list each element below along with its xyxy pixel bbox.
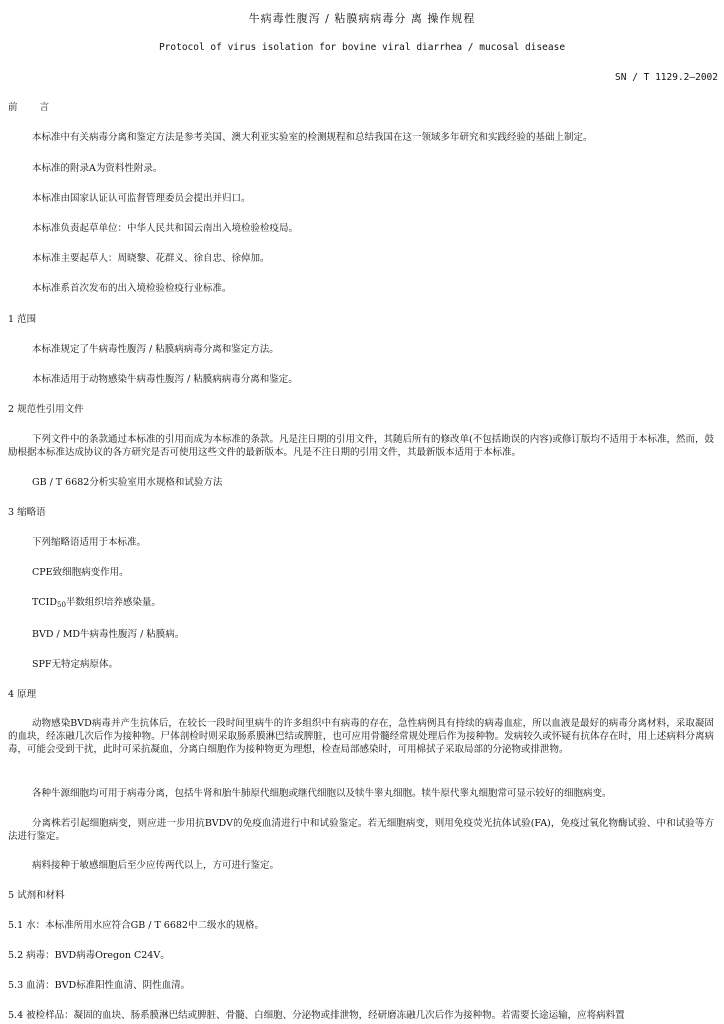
section-2-heading: 2 规范性引用文件 [8, 404, 84, 415]
preface-paragraph: 本标准的附录A为资料性附录。 [32, 163, 163, 174]
section-5-item: 5.2 病毒：BVD病毒Oregon C24V。 [8, 950, 170, 961]
section-4-heading: 4 原理 [8, 689, 37, 700]
section-4-paragraph: 动物感染BVD病毒并产生抗体后，在较长一段时间里病牛的许多组织中有病毒的存在，急性病例具有持续的病毒血症，所以血液是最好的病毒分离材料，采取凝固的血块，经冻融几次后作为接种物。尸体剖检时则采取肠系膜淋巴结或脾脏，也可应用骨髓经常规处理后作为接种物。发病较久或怀疑有抗体存在时，用上述病料分离病毒，可能会受到干扰，此时可采抗凝血，分离白细胞作为接种物更为理想，检查局部感染时，可用棉拭子采取局部的分泌物或排泄物。 [8, 718, 714, 755]
section-3-intro: 下列缩略语适用于本标准。 [32, 537, 147, 548]
section-5-heading: 5 试剂和材料 [8, 890, 65, 901]
tcid-suffix: 半数组织培养感染量。 [65, 597, 161, 608]
preface-paragraph: 本标准中有关病毒分离和鉴定方法是参考美国、澳大利亚实验室的检测规程和总结我国在这一领域多年研究和实践经验的基础上制定。 [32, 132, 593, 143]
abbreviation-spf: SPF无特定病原体。 [32, 659, 118, 670]
section-5-item: 5.3 血清：BVD标准阳性血清、阴性血清。 [8, 980, 191, 991]
section-5-item: 5.1 水：本标准所用水应符合GB / T 6682中二级水的规格。 [8, 920, 264, 931]
section-1-heading: 1 范围 [8, 314, 37, 325]
abbreviation-tcid50 [32, 596, 161, 612]
preface-paragraph: 本标准主要起草人：周晓黎、花群义、徐自忠、徐倬加。 [32, 253, 270, 264]
preface-paragraph: 本标准负责起草单位：中华人民共和国云南出入境检验检疫局。 [32, 223, 299, 234]
section-1-paragraph: 本标准适用于动物感染牛病毒性腹泻 / 粘膜病病毒分离和鉴定。 [32, 374, 298, 385]
section-4-paragraph: 分离株若引起细胞病变，则应进一步用抗BVDV的免疫血清进行中和试验鉴定。若无细胞病变，则用免疫荧光抗体试验(FA)，免疫过氧化物酶试验、中和试验等方法进行鉴定。 [8, 818, 714, 842]
section-5-item: 5.4 被检样品：凝固的血块、肠系膜淋巴结或脾脏、骨髓、白细胞、分泌物或排泄物，经研磨冻融几次后作为接种物。若需要长途运输，应将病料置 [8, 1010, 625, 1021]
section-2-paragraph: 下列文件中的条款通过本标准的引用而成为本标准的条款。凡是注日期的引用文件，其随后所有的修改单(不包括勘误的内容)或修订版均不适用于本标准，然而，鼓励根据本标准达成协议的各方研究是否可使用这些文件的最新版本。凡是不注日期的引用文件，其最新版本适用于本标准。 [8, 434, 714, 458]
section-3-heading: 3 缩略语 [8, 507, 46, 518]
section-2-reference: GB / T 6682分析实验室用水规格和试验方法 [32, 477, 223, 488]
preface-paragraph: 本标准系首次发布的出入境检验检疫行业标准。 [32, 283, 232, 294]
preface-heading: 前言 [8, 102, 72, 113]
document-title-chinese: 牛病毒性腹泻 / 粘膜病病毒分 离 操作规程 [248, 12, 476, 25]
section-1-paragraph: 本标准规定了牛病毒性腹泻 / 粘膜病病毒分离和鉴定方法。 [32, 344, 279, 355]
section-4-paragraph: 病料接种于敏感细胞后至少应传两代以上，方可进行鉴定。 [32, 860, 280, 871]
abbreviation-bvd: BVD / MD牛病毒性腹泻 / 粘膜病。 [32, 629, 185, 640]
standard-code: SN / T 1129.2—2002 [615, 72, 718, 83]
section-4-paragraph: 各种牛源细胞均可用于病毒分离，包括牛肾和胎牛肺原代细胞或继代细胞以及犊牛睾丸细胞。犊牛原代睾丸细胞常可显示较好的细胞病变。 [32, 788, 612, 799]
tcid-subscript: 50 [56, 601, 66, 609]
tcid-prefix: TCID [32, 597, 57, 608]
preface-paragraph: 本标准由国家认证认可监督管理委员会提出并归口。 [32, 193, 251, 204]
document-title-english: Protocol of virus isolation for bovine viral diarrhea / mucosal disease [158, 42, 566, 53]
abbreviation-cpe: CPE致细胞病变作用。 [32, 567, 129, 578]
